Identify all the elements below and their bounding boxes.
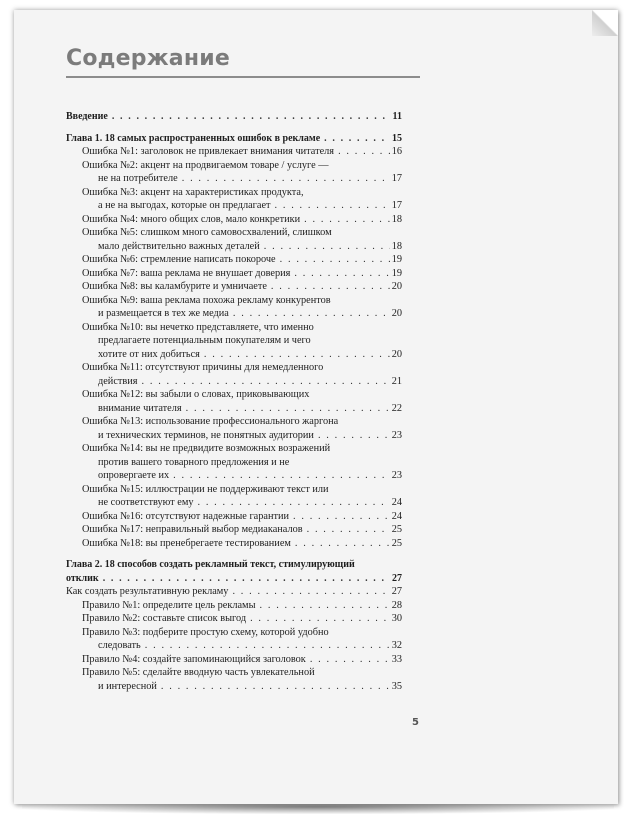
toc-entry-error[interactable]: [66, 361, 402, 388]
toc-entry-text: Ошибка №18: вы пренебрегаете тестированием: [82, 537, 291, 549]
toc-entry-text: Глава 1. 18 самых распространенных ошибок в рекламе: [66, 132, 321, 144]
toc-entry-text: Ошибка №6: стремление написать покороче: [82, 254, 276, 265]
toc-entry-text: действия: [98, 375, 138, 387]
toc-entry-error[interactable]: [66, 388, 402, 415]
toc-page-number: 18: [391, 213, 402, 225]
toc-entry-text: следовать: [98, 640, 141, 651]
leader-dots: [182, 172, 390, 186]
toc-entry-error[interactable]: [66, 415, 402, 442]
leader-dots: [142, 375, 390, 389]
toc-entry-intro[interactable]: [66, 110, 402, 124]
leader-dots: [310, 653, 390, 667]
chapter-2-items: [66, 599, 402, 694]
leader-dots: [186, 402, 390, 416]
toc-entry-text: Ошибка №5: слишком много самовосхвалений, слишком: [82, 227, 332, 238]
toc-entry-error[interactable]: [66, 523, 402, 537]
leader-dots: [318, 429, 390, 443]
toc-page-number: 25: [391, 524, 402, 535]
toc-entry-error[interactable]: [66, 226, 402, 253]
toc-entry-text: Ошибка №2: акцент на продвигаемом товаре / услуге —: [82, 159, 329, 171]
toc-entry-text: не соответствуют ему: [98, 497, 194, 508]
toc-page-number: 25: [391, 537, 402, 549]
leader-dots: [112, 110, 391, 124]
leader-dots: [293, 510, 390, 524]
leader-dots: [304, 213, 390, 227]
toc-entry-text: Глава 2. 18 способов создать рекламный текст, стимулирующий: [66, 559, 355, 570]
toc-entry-text: и интересной: [98, 680, 157, 692]
toc-entry-text: Правило №4: создайте запоминающийся заголовок: [82, 653, 306, 665]
toc-page-number: 17: [391, 200, 402, 211]
leader-dots: [324, 132, 390, 146]
page-number: 5: [412, 717, 419, 728]
toc-entry-text: Ошибка №1: заголовок не привлекает внимания читателя: [82, 146, 335, 157]
toc-entry-error[interactable]: [66, 294, 402, 321]
toc-entry-text: Ошибка №9: ваша реклама похожа рекламу конкурентов: [82, 294, 331, 306]
toc-entry-text: Ошибка №10: вы нечетко представляете, что именно: [82, 321, 314, 333]
leader-dots: [275, 199, 390, 213]
toc-entry-rule[interactable]: [66, 612, 402, 626]
toc-entry-error[interactable]: [66, 510, 402, 524]
toc-page-number: 30: [391, 613, 402, 624]
toc-entry-error[interactable]: [66, 280, 402, 294]
toc-entry-text: Как создать результативную рекламу: [66, 586, 229, 597]
toc-entry-text: опровергаете их: [98, 470, 170, 481]
toc-entry-text: а не на выгодах, которые он предлагает: [98, 200, 271, 211]
toc-page-number: 23: [391, 429, 402, 441]
toc-entry-text: Ошибка №7: ваша реклама не внушает доверия: [82, 267, 291, 279]
toc-entry-text: хотите от них добиться: [98, 348, 200, 360]
toc-page-number: 15: [392, 132, 402, 144]
toc-page-number: 28: [391, 599, 402, 611]
leader-dots: [264, 240, 390, 254]
leader-dots: [173, 469, 390, 483]
toc-page-number: 19: [391, 254, 402, 265]
leader-dots: [197, 496, 389, 510]
toc-entry-text: Введение: [66, 111, 108, 122]
toc-entry-text: Ошибка №15: иллюстрации не поддерживают текст или: [82, 483, 329, 495]
leader-dots: [294, 267, 389, 281]
toc-entry-text: предлагаете потенциальным покупателям и чего: [98, 335, 311, 346]
toc-page-number: 27: [392, 572, 402, 584]
toc-entry-chapter-1[interactable]: [66, 132, 402, 146]
toc-entry-text: Ошибка №12: вы забыли о словах, приковывающих: [82, 389, 310, 400]
toc-entry-error[interactable]: [66, 145, 402, 159]
toc-page-number: 19: [391, 267, 402, 279]
leader-dots: [204, 348, 390, 362]
toc-page-number: 27: [391, 586, 402, 597]
toc-entry-rule[interactable]: [66, 599, 402, 613]
leader-dots: [233, 307, 390, 321]
toc-entry-text: Правило №3: подберите простую схему, которой удобно: [82, 626, 329, 638]
toc-page-number: 33: [391, 653, 402, 665]
toc-entry-chapter-2[interactable]: [66, 558, 402, 585]
toc-entry-text: Правило №5: сделайте вводную часть увлекательной: [82, 667, 315, 678]
toc-entry-error[interactable]: [66, 442, 402, 483]
toc-entry-text: внимание читателя: [98, 402, 182, 414]
chapter-1-items: [66, 145, 402, 550]
toc-page-number: 23: [391, 470, 402, 481]
leader-dots: [307, 523, 390, 537]
leader-dots: [280, 253, 390, 267]
leader-dots: [260, 599, 390, 613]
toc-page-number: 24: [391, 497, 402, 508]
toc-entry-text: отклик: [66, 572, 99, 584]
toc-entry-text: не на потребителе: [98, 173, 178, 184]
leader-dots: [295, 537, 390, 551]
toc-entry-text: Ошибка №8: вы каламбурите и умничаете: [82, 281, 267, 292]
toc-entry-text: Ошибка №11: отсутствуют причины для немедленного: [82, 362, 324, 373]
toc-entry-rule[interactable]: [66, 653, 402, 667]
toc-page-number: 32: [391, 640, 402, 651]
leader-dots: [161, 680, 390, 694]
toc-entry-text: Ошибка №14: вы не предвидите возможных возражений: [82, 443, 331, 454]
toc-entry-text: Ошибка №13: использование профессионального жаргона: [82, 416, 339, 427]
toc-entry-text: Ошибка №3: акцент на характеристиках продукта,: [82, 186, 304, 198]
leader-dots: [103, 572, 390, 586]
toc-entry-error[interactable]: [66, 267, 402, 281]
toc-entry-text: Правило №1: определите цель рекламы: [82, 599, 256, 611]
leader-dots: [145, 639, 390, 653]
toc-entry-section[interactable]: [66, 585, 402, 599]
toc-page-number: 20: [391, 308, 402, 319]
toc-entry-text: и технических терминов, не понятных аудитории: [98, 429, 314, 441]
toc-entry-text: Ошибка №4: много общих слов, мало конкретики: [82, 213, 301, 225]
toc-page-number: 35: [391, 680, 402, 692]
toc-entry-text: Правило №2: составьте список выгод: [82, 613, 247, 624]
toc-entry-error[interactable]: [66, 537, 402, 551]
toc-entry-error[interactable]: [66, 186, 402, 213]
leader-dots: [232, 585, 389, 599]
toc-page-number: 11: [392, 111, 402, 122]
toc-entry-error[interactable]: [66, 213, 402, 227]
toc-entry-text: Ошибка №17: неправильный выбор медиаканалов: [82, 524, 303, 535]
toc-entry-rule[interactable]: [66, 626, 402, 653]
toc-entry-text: против вашего товарного предложения и не: [98, 456, 290, 468]
toc-page-number: 21: [391, 375, 402, 387]
toc-entry-text: и размещается в тех же медиа: [98, 308, 229, 319]
toc-entry-text: мало действительно важных деталей: [98, 240, 260, 252]
leader-dots: [338, 145, 390, 159]
page-title: Содержание: [66, 46, 230, 71]
page-curl: [592, 10, 618, 36]
toc-page-number: 20: [391, 281, 402, 292]
toc-page-number: 24: [391, 510, 402, 522]
toc-page-number: 17: [391, 173, 402, 184]
toc-page-number: 18: [391, 240, 402, 252]
leader-dots: [271, 280, 390, 294]
toc-entry-rule[interactable]: [66, 666, 402, 693]
table-of-contents: [66, 110, 402, 693]
toc-page-number: 16: [391, 146, 402, 157]
toc-entry-error[interactable]: [66, 483, 402, 510]
leader-dots: [250, 612, 390, 626]
toc-page-number: 22: [391, 402, 402, 414]
toc-entry-error[interactable]: [66, 321, 402, 362]
toc-entry-text: Ошибка №16: отсутствуют надежные гарантии: [82, 510, 289, 522]
toc-page-number: 20: [391, 348, 402, 360]
toc-entry-error[interactable]: [66, 253, 402, 267]
toc-entry-error[interactable]: [66, 159, 402, 186]
title-divider: [66, 76, 420, 78]
